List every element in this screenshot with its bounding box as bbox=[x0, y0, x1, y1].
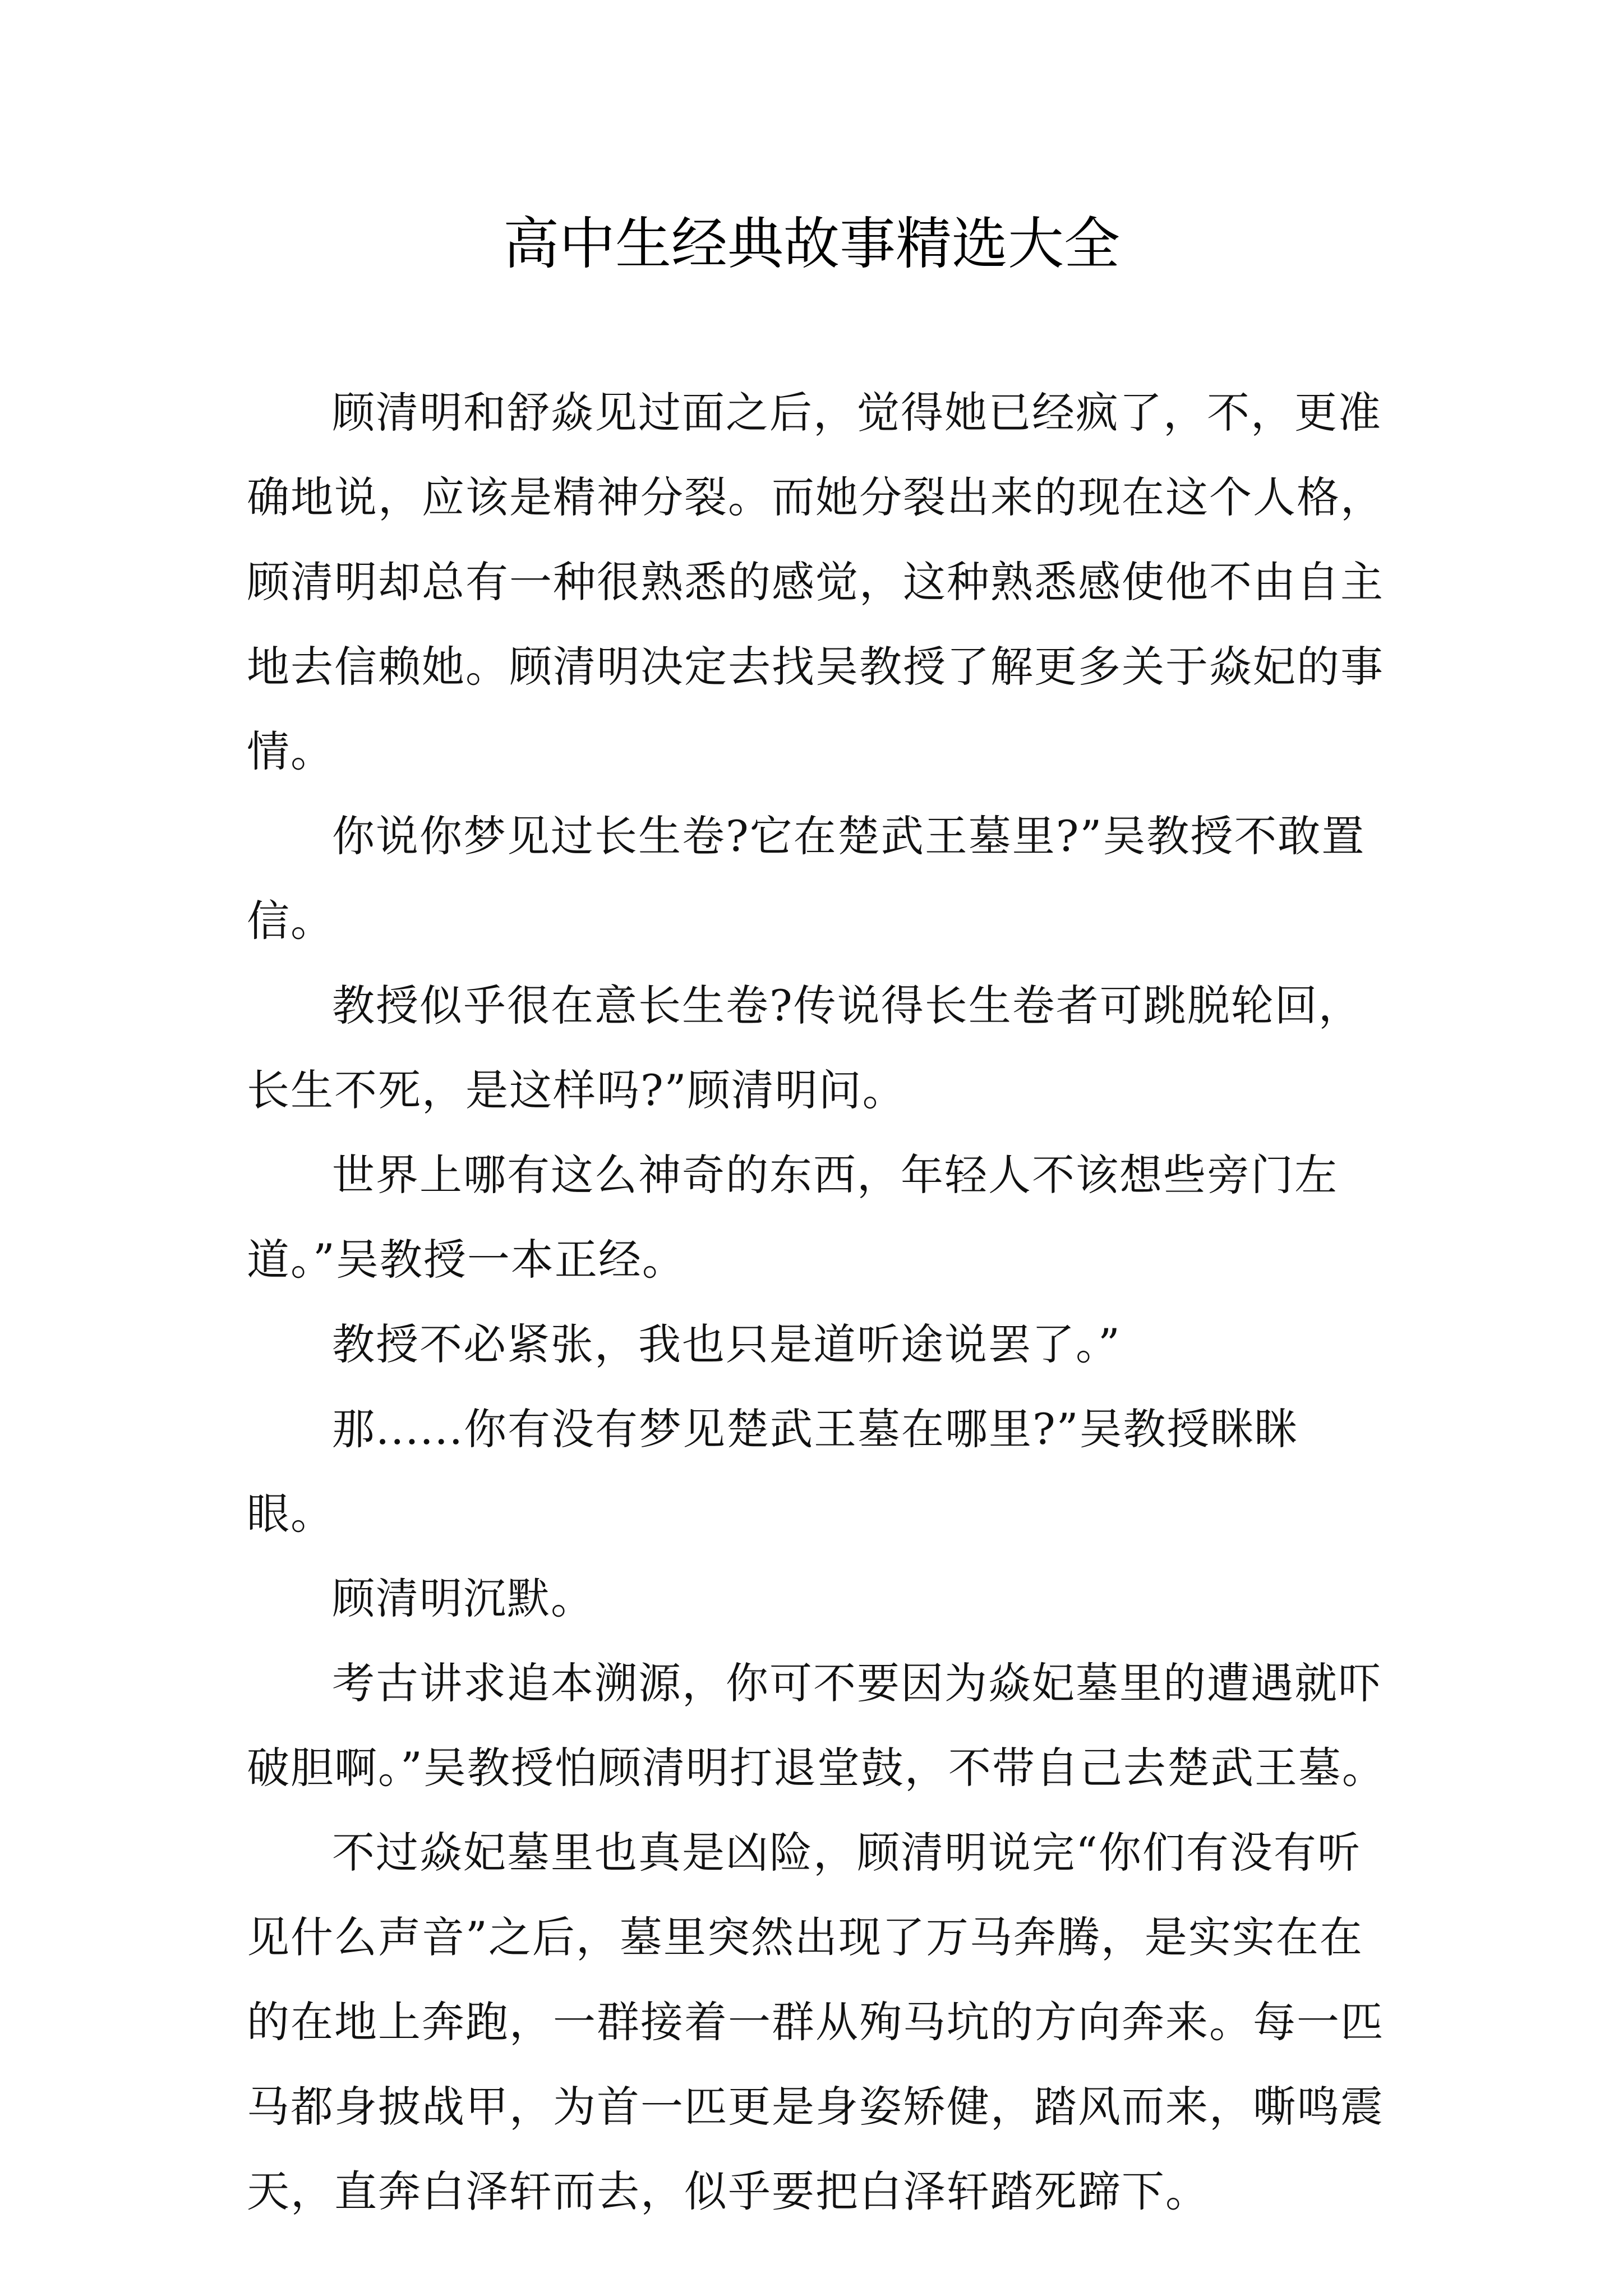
paragraph-line: 破胆啊。”吴教授怕顾清明打退堂鼓，不带自己去楚武王墓。 bbox=[247, 1743, 1386, 1793]
paragraph-line: 那......你有没有梦见楚武王墓在哪里?”吴教授眯眯 bbox=[332, 1404, 1298, 1454]
paragraph-line: 道。”吴教授一本正经。 bbox=[247, 1235, 686, 1285]
paragraph bbox=[247, 1641, 1396, 1810]
paragraph-line: 眼。 bbox=[247, 1489, 334, 1539]
paragraph-line: 确地说，应该是精神分裂。而她分裂出来的现在这个人格， bbox=[247, 472, 1384, 522]
paragraph bbox=[247, 794, 1396, 963]
paragraph-line: 教授不必紧张，我也只是道听途说罢了。” bbox=[332, 1319, 1121, 1369]
paragraph-line: 天，直奔白泽轩而去，似乎要把白泽轩踏死蹄下。 bbox=[247, 2166, 1209, 2216]
paragraph-line: 地去信赖她。顾清明决定去找吴教授了解更多关于焱妃的事 bbox=[247, 642, 1384, 692]
paragraph bbox=[247, 1387, 1396, 1556]
paragraph-line: 的在地上奔跑，一群接着一群从殉马坑的方向奔来。每一匹 bbox=[247, 1997, 1384, 2047]
document-title: 高中生经典故事精选大全 bbox=[503, 211, 1120, 277]
paragraph-line: 情。 bbox=[247, 726, 334, 776]
document-body bbox=[247, 370, 1396, 2234]
paragraph bbox=[247, 963, 1396, 1133]
paragraph bbox=[247, 1302, 1396, 1387]
paragraph-line: 考古讲求追本溯源，你可不要因为焱妃墓里的遭遇就吓 bbox=[332, 1658, 1382, 1708]
paragraph-line: 顾清明沉默。 bbox=[332, 1573, 594, 1623]
paragraph-line: 长生不死，是这样吗?”顾清明问。 bbox=[247, 1065, 906, 1115]
paragraph-line: 教授似乎很在意长生卷?传说得长生卷者可跳脱轮回， bbox=[332, 981, 1362, 1030]
paragraph-line: 见什么声音”之后，墓里突然出现了万马奔腾，是实实在在 bbox=[247, 1912, 1363, 1962]
paragraph bbox=[247, 1133, 1396, 1302]
paragraph bbox=[247, 1556, 1396, 1641]
paragraph-line: 信。 bbox=[247, 896, 334, 946]
paragraph-line: 顾清明和舒焱见过面之后，觉得她已经疯了，不，更准 bbox=[332, 388, 1382, 438]
paragraph bbox=[247, 370, 1396, 794]
paragraph-line: 世界上哪有这么神奇的东西，年轻人不该想些旁门左 bbox=[332, 1150, 1338, 1200]
paragraph bbox=[247, 1810, 1396, 2234]
paragraph-line: 顾清明却总有一种很熟悉的感觉，这种熟悉感使他不由自主 bbox=[247, 557, 1384, 607]
paragraph-line: 不过焱妃墓里也真是凶险，顾清明说完“你们有没有听 bbox=[332, 1828, 1361, 1878]
paragraph-line: 马都身披战甲，为首一匹更是身姿矫健，踏风而来，嘶鸣震 bbox=[247, 2082, 1384, 2132]
paragraph-line: 你说你梦见过长生卷?它在楚武王墓里?”吴教授不敢置 bbox=[332, 811, 1366, 861]
